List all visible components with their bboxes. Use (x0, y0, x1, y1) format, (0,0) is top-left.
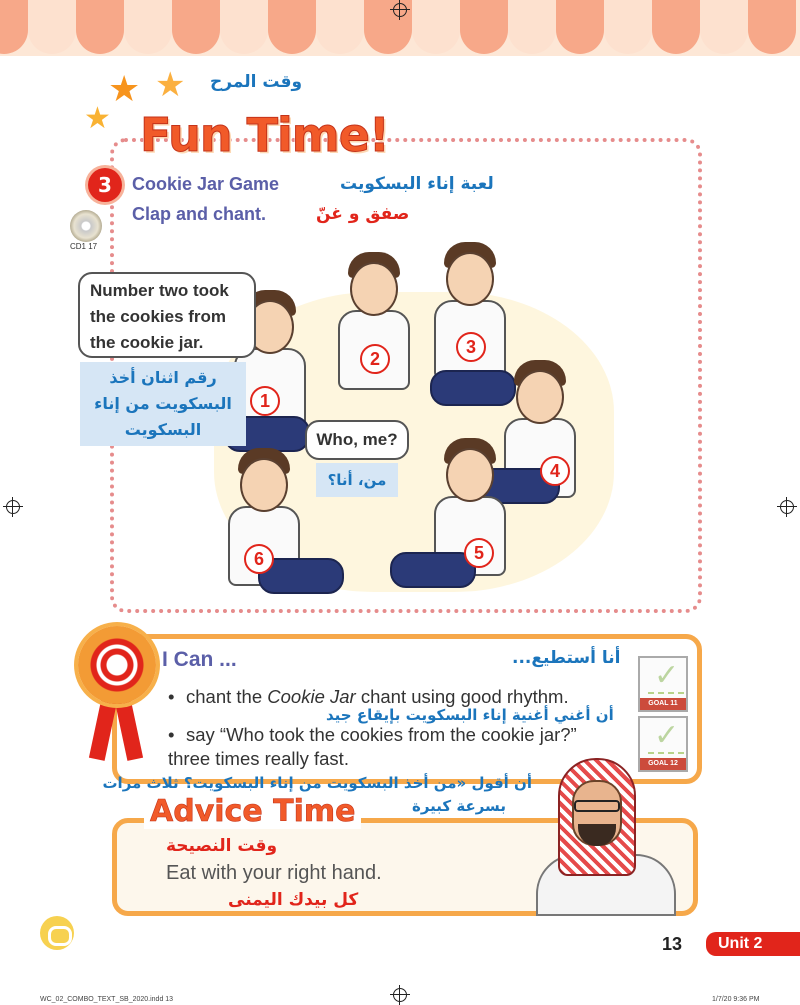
activity-title-arabic: لعبة إناء البسكويت (340, 174, 494, 194)
speech-line: the cookies from (90, 307, 227, 326)
bullet-text: chant using good rhythm. (355, 686, 569, 707)
audio-track-label: CD1 17 (70, 242, 98, 251)
scallop (28, 0, 76, 54)
scallop (652, 0, 700, 54)
kid-pants (390, 552, 476, 588)
kid-head (446, 252, 494, 306)
i-can-title-arabic: أنا أستطيع... (512, 648, 621, 668)
rosette-award-icon (78, 626, 156, 704)
kid-head (516, 370, 564, 424)
kid-number-badge: 6 (244, 544, 274, 574)
scallop (76, 0, 124, 54)
registration-mark-icon (393, 988, 407, 1002)
speech-line: the cookie jar. (90, 333, 204, 352)
scallop (556, 0, 604, 54)
translation-line: البسكويت من إناء (94, 394, 232, 413)
speech-translation-arabic-who-me: من، أنا؟ (316, 463, 398, 497)
kid-head (446, 448, 494, 502)
audio-cd-icon[interactable] (70, 210, 102, 242)
i-can-bullet-2-arabic-cont: بسرعة كبيرة (412, 797, 506, 815)
section-title: Fun Time! (140, 108, 389, 162)
scallop (460, 0, 508, 54)
advice-text: Eat with your right hand. (166, 862, 382, 884)
translation-line: البسكويت (124, 420, 202, 439)
section-title-arabic: وقت المرح (210, 72, 303, 92)
bullet-text: say “Who took the cookies from the cookie jar?” three times really fast. (168, 724, 577, 769)
speech-line: Number two took (90, 281, 229, 300)
bullet-dot: • (168, 724, 175, 745)
page-number: 13 (662, 934, 683, 954)
speech-translation-arabic (80, 362, 246, 446)
scallop (700, 0, 748, 54)
speech-bubble-number-two (78, 272, 256, 358)
scallop (412, 0, 460, 54)
advisor-illustration (536, 754, 676, 916)
kid-number-badge: 4 (540, 456, 570, 486)
i-can-bullet-2-arabic: أن أقول «من أخذ البسكويت من إناء البسكويت؟ ثلاث مرات (102, 774, 532, 792)
advice-text-arabic: كل بيدك اليمنى (228, 890, 359, 910)
registration-mark-icon (393, 3, 407, 17)
goal-label: GOAL 11 (640, 698, 686, 710)
advice-title-arabic: وقت النصيحة (166, 836, 278, 856)
activity-instruction-arabic: صفق و غنّ (316, 204, 410, 224)
kid-number-badge: 1 (250, 386, 280, 416)
star-icon: ★ (155, 65, 186, 105)
scallop (268, 0, 316, 54)
scallop (316, 0, 364, 54)
activity-title: Cookie Jar Game (132, 174, 280, 194)
i-can-bullet-1-arabic: أن أغني أغنية إناء البسكويت بإيقاع جيد (326, 706, 614, 724)
kid-number-badge: 5 (464, 538, 494, 568)
bullet-dot: • (168, 686, 175, 707)
star-icon: ★ (108, 69, 141, 110)
registration-mark-icon (780, 500, 794, 514)
publisher-logo-icon (40, 916, 74, 950)
scallop (172, 0, 220, 54)
scallop (0, 0, 28, 54)
star-icon: ★ (84, 101, 111, 136)
advisor-glasses (574, 800, 620, 812)
activity-number-badge: 3 (88, 168, 122, 202)
scallop (604, 0, 652, 54)
print-slug-date: 1/7/20 9:36 PM (712, 996, 760, 1003)
translation-line: رقم اثنان أخذ (109, 368, 217, 387)
i-can-title: I Can ... (162, 648, 237, 671)
kid-head (240, 458, 288, 512)
goal-label: GOAL 12 (640, 758, 686, 770)
scallop (748, 0, 796, 54)
check-icon (648, 724, 684, 754)
bullet-text-italic: Cookie Jar (267, 686, 356, 707)
registration-mark-icon (6, 500, 20, 514)
scallop (124, 0, 172, 54)
scallop (220, 0, 268, 54)
kid-pants (430, 370, 516, 406)
kid-number-badge: 3 (456, 332, 486, 362)
bullet-text: chant the (186, 686, 268, 707)
kid-number-badge: 2 (360, 344, 390, 374)
advice-title: Advice Time (144, 794, 361, 829)
check-icon (648, 664, 684, 694)
goal-checkbox[interactable] (638, 656, 688, 712)
unit-tab: Unit 2 (706, 932, 800, 956)
print-slug: WC_02_COMBO_TEXT_SB_2020.indd 13 (40, 996, 174, 1003)
kid-head (350, 262, 398, 316)
activity-instruction: Clap and chant. (132, 204, 267, 224)
scallop (508, 0, 556, 54)
speech-bubble-who-me: Who, me? (305, 420, 409, 460)
